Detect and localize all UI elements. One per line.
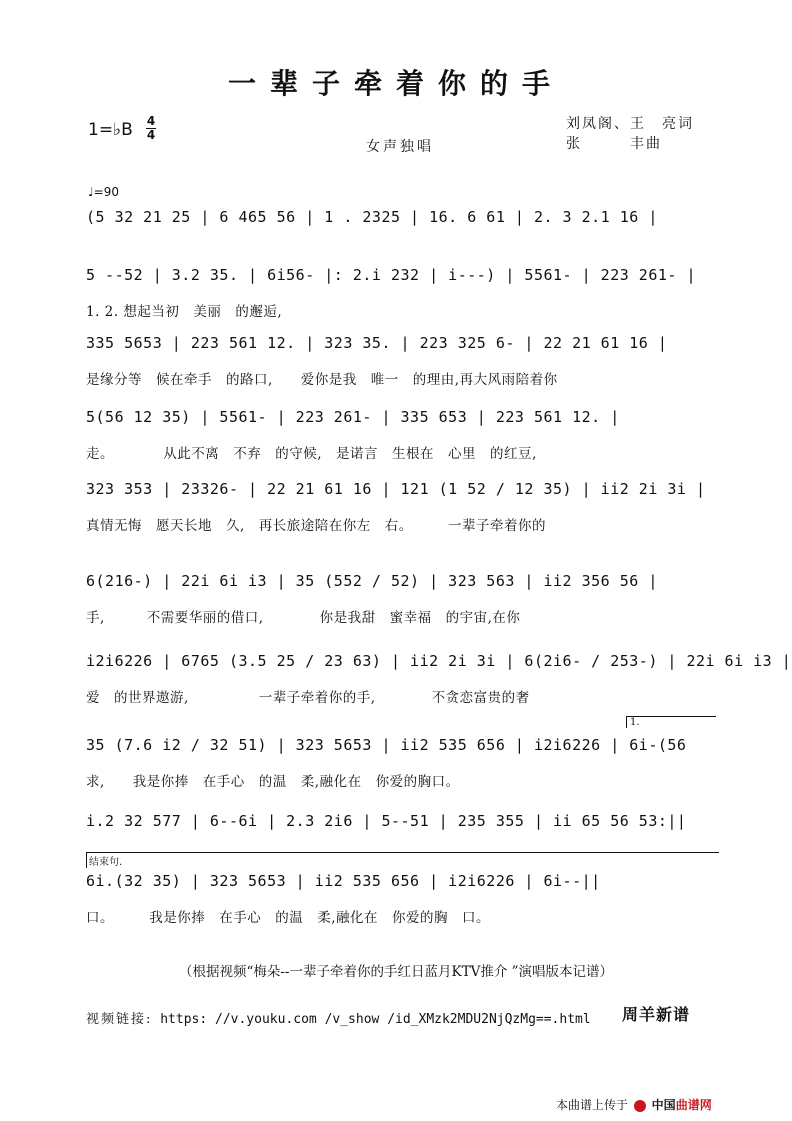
staff-line-lyrics: 1. 2. 想起当初 美丽 的邂逅, — [86, 304, 283, 320]
credits — [566, 114, 694, 154]
video-link — [86, 1008, 591, 1027]
source-note: （根据视频“梅朵--一辈子牵着你的手红日蓝月KTV推介 ”演唱版本记谱） — [178, 964, 614, 980]
footer-brand-b[interactable]: 曲谱网 — [675, 1098, 712, 1112]
footer-text: 本曲谱上传于 — [556, 1098, 629, 1112]
staff-line-notes: 6(216-) | 22i 6i i3 | 35 (552 / 52) | 323 563 | ii2 356 56 | — [86, 572, 658, 590]
staff-line-lyrics: 是缘分等 候在牵手 的路口, 爱你是我 唯一 的理由,再大风雨陪着你 — [86, 372, 558, 388]
staff-line-notes: 323 353 | 23326- | 22 21 61 16 | 121 (1 52 / 12 35) | ii2 2i 3i | — [86, 480, 706, 498]
staff-line-notes: i.2 32 577 | 6--6i | 2.3 2i6 | 5--51 | 235 355 | ii 65 56 53:|| — [86, 812, 687, 830]
key-signature: 1=♭B — [88, 120, 133, 140]
footer-brand-a[interactable]: 中国 — [651, 1098, 676, 1112]
video-link-label: 视频链接: — [86, 1012, 153, 1027]
performer: 女声独唱 — [366, 139, 434, 155]
staff-line-lyrics: 口。 我是你捧 在手心 的温 柔,融化在 你爱的胸 口。 — [86, 910, 491, 926]
staff-line-notes: (5 32 21 25 | 6 465 56 | 1 . 2325 | 16. 6 61 | 2. 3 2.1 16 | — [86, 208, 658, 226]
tempo-marking: ♩=90 — [88, 185, 119, 199]
time-signature-top: 4 — [146, 114, 156, 128]
staff-line-lyrics: 真情无悔 愿天长地 久, 再长旅途陪在你左 右。 一辈子牵着你的 — [86, 518, 547, 534]
footer — [556, 1096, 712, 1113]
volta-bracket: 1. — [626, 716, 716, 728]
staff-line-lyrics: 爱 的世界遨游, 一辈子牵着你的手, 不贪恋富贵的奢 — [86, 690, 530, 706]
staff-line-lyrics: 求, 我是你捧 在手心 的温 柔,融化在 你爱的胸口。 — [86, 774, 460, 790]
time-signature-bottom: 4 — [146, 128, 156, 142]
staff-line-lyrics: 走。 从此不离 不弃 的守候, 是诺言 生根在 心里 的红豆, — [86, 446, 537, 462]
staff-line-notes: 5 --52 | 3.2 35. | 6i56- |: 2.i 232 | i---) | 5561- | 223 261- | — [86, 266, 696, 284]
transcriber-stamp: 周羊新谱 — [622, 1005, 691, 1024]
ending-bracket: 结束句. — [86, 852, 719, 868]
staff-line-notes: i2i6226 | 6765 (3.5 25 / 23 63) | ii2 2i 3i | 6(2i6- / 253-) | 22i 6i i3 | — [86, 652, 792, 670]
staff-line-notes: 35 (7.6 i2 / 32 51) | 323 5653 | ii2 535 656 | i2i6226 | 6i-(56 — [86, 736, 687, 754]
time-signature — [146, 115, 156, 142]
page-title: 一辈子牵着你的手 — [227, 67, 564, 100]
lyricist-credit: 刘凤阁、王 亮词 — [566, 116, 694, 132]
staff-line-notes: 335 5653 | 223 561 12. | 323 35. | 223 325 6- | 22 21 61 16 | — [86, 334, 668, 352]
staff-line-lyrics: 手, 不需要华丽的借口, 你是我甜 蜜幸福 的宇宙,在你 — [86, 610, 521, 626]
staff-line-notes: 5(56 12 35) | 5561- | 223 261- | 335 653 | 223 561 12. | — [86, 408, 620, 426]
video-link-url[interactable]: https: //v.youku.com /v_show /id_XMzk2MDU2NjQzMg==.html — [160, 1012, 591, 1027]
staff-line-notes: 6i.(32 35) | 323 5653 | ii2 535 656 | i2i6226 | 6i--|| — [86, 872, 601, 890]
composer-credit: 张 丰曲 — [566, 136, 662, 152]
logo-icon — [634, 1100, 646, 1112]
